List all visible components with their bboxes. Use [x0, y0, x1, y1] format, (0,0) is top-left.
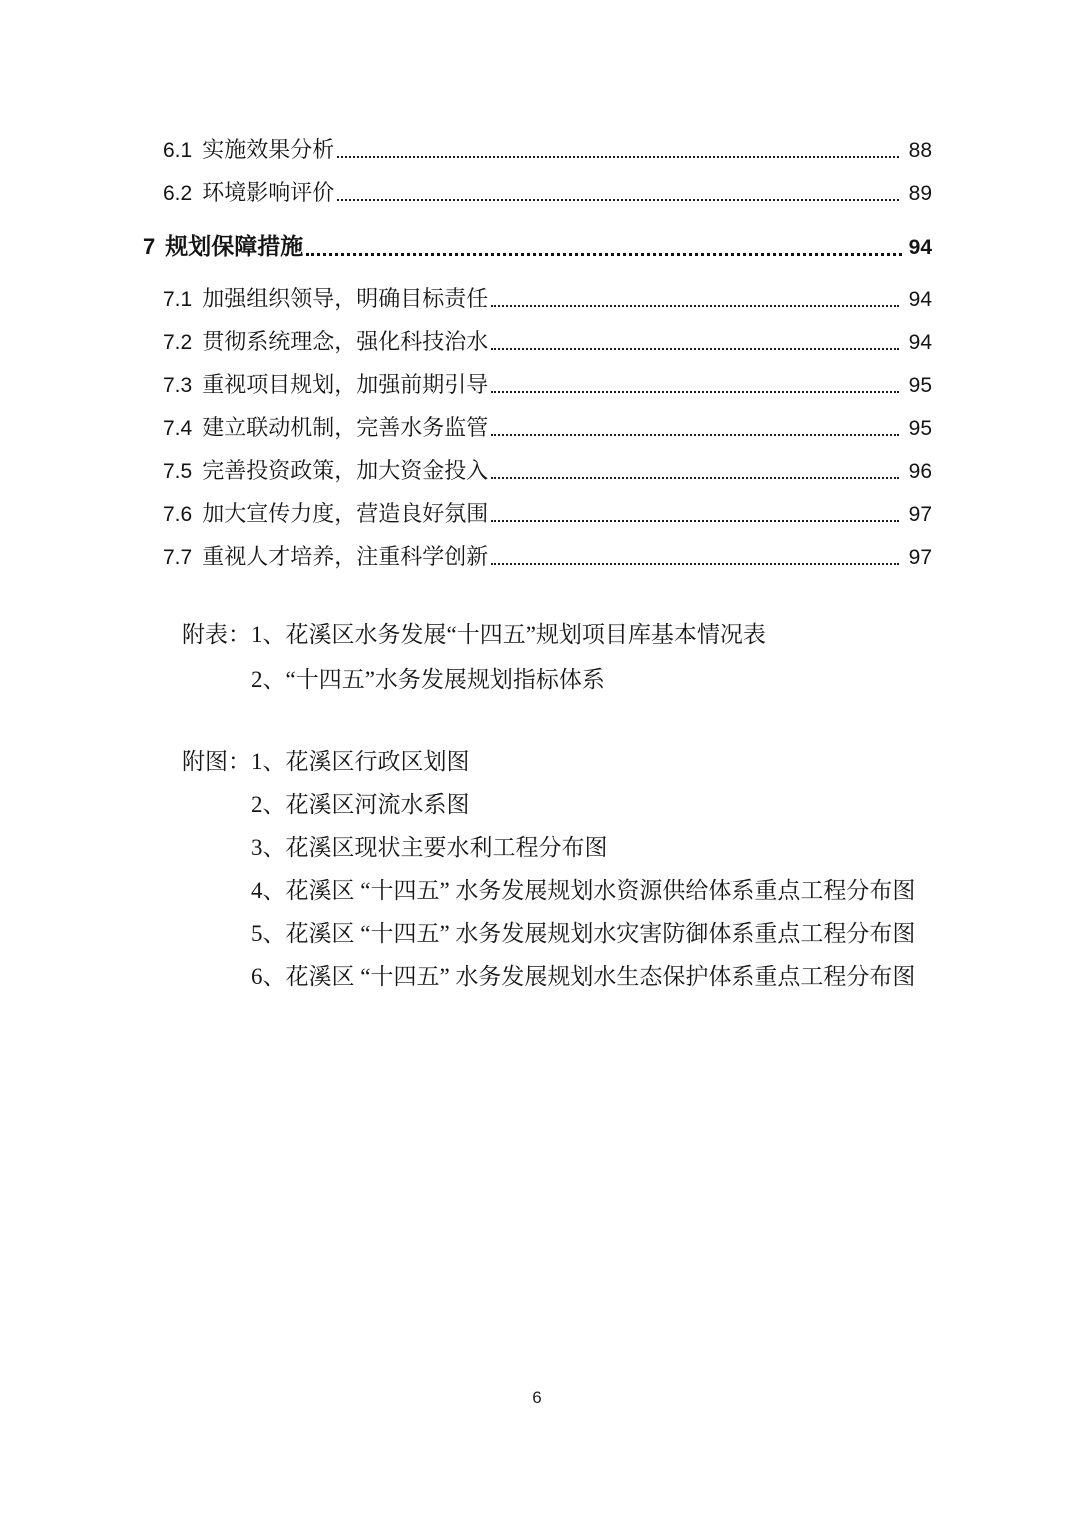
- toc-entry[interactable]: [143, 225, 932, 268]
- appendix-list-item: 5、花溪区 “十四五” 水务发展规划水灾害防御体系重点工程分布图: [251, 921, 916, 946]
- appendix-list-item: 3、花溪区现状主要水利工程分布图: [251, 835, 608, 860]
- toc-entry-title: 加大宣传力度，营造良好氛围: [202, 501, 489, 526]
- toc-entry-page: 89: [908, 182, 932, 205]
- toc-entry-number: 7.1: [163, 288, 193, 311]
- page-number-footer: 6: [532, 1388, 542, 1407]
- toc-entry-number: 7.2: [163, 331, 193, 354]
- toc-entry-number: 7.4: [163, 417, 193, 440]
- toc-leader-dots: [491, 305, 899, 307]
- toc-leader-dots: [491, 348, 899, 350]
- toc-entry-page: 94: [908, 331, 932, 354]
- toc-entry[interactable]: [143, 128, 932, 171]
- toc-entry-title: 完善投资政策，加大资金投入: [202, 458, 489, 483]
- toc-entry[interactable]: [143, 320, 932, 363]
- toc-entry-page: 94: [908, 288, 932, 311]
- toc-leader-dots: [491, 391, 899, 393]
- toc-entry-page: 97: [908, 503, 932, 526]
- toc-entry-title: 重视项目规划，加强前期引导: [202, 372, 489, 397]
- toc-leader-dots: [337, 156, 899, 158]
- appendix-tables-list: [251, 612, 766, 702]
- toc-entry[interactable]: [143, 535, 932, 578]
- toc-entry-title: 实施效果分析: [202, 137, 335, 162]
- toc-entry-number: 7.6: [163, 503, 193, 526]
- appendix-list-item: 1、花溪区水务发展“十四五”规划项目库基本情况表: [251, 622, 766, 647]
- appendix-tables-hang: [182, 612, 766, 702]
- toc-entry-title: 规划保障措施: [165, 234, 304, 259]
- toc-entry-page: 88: [908, 139, 932, 162]
- appendix-tables-label: 附表：: [182, 622, 251, 647]
- toc-entry-title: 重视人才培养，注重科学创新: [202, 544, 489, 569]
- toc-entry-page: 96: [908, 460, 932, 483]
- toc-entry-number: 6.1: [163, 139, 193, 162]
- toc-entry-title: 加强组织领导，明确目标责任: [202, 286, 489, 311]
- toc-entry-number: 7.5: [163, 460, 193, 483]
- toc-entry-page: 97: [908, 546, 932, 569]
- toc-entry-title: 贯彻系统理念，强化科技治水: [202, 329, 489, 354]
- toc-entry-title: 环境影响评价: [202, 180, 335, 205]
- toc-leader-dots: [491, 563, 899, 565]
- toc-entry-number: 7.7: [163, 546, 193, 569]
- toc-entry-number: 6.2: [163, 182, 193, 205]
- appendix-list-item: 1、花溪区行政区划图: [251, 749, 470, 774]
- appendix-figures-label: 附图：: [182, 749, 251, 774]
- toc-leader-dots: [491, 434, 899, 436]
- appendix-figures-list: [251, 740, 915, 998]
- toc-entry-page: 95: [908, 417, 932, 440]
- toc-leader-dots: [491, 477, 899, 479]
- appendix-list-item: 2、“十四五”水务发展规划指标体系: [251, 667, 605, 692]
- toc-entry-number: 7: [143, 234, 156, 259]
- toc-entry[interactable]: [143, 363, 932, 406]
- toc-leader-dots: [337, 199, 899, 201]
- toc-entry-page: 94: [908, 236, 932, 259]
- appendix-list-item: 4、花溪区 “十四五” 水务发展规划水资源供给体系重点工程分布图: [251, 878, 916, 903]
- toc-entry[interactable]: [143, 171, 932, 214]
- toc-entry[interactable]: [143, 277, 932, 320]
- toc-entry[interactable]: [143, 492, 932, 535]
- toc-leader-dots: [306, 253, 902, 256]
- appendix-figures-section: [182, 740, 915, 998]
- toc-entry[interactable]: [143, 406, 932, 449]
- table-of-contents: [143, 128, 932, 578]
- toc-entry-page: 95: [908, 374, 932, 397]
- appendix-list-item: 2、花溪区河流水系图: [251, 792, 470, 817]
- appendix-figures-hang: [182, 740, 915, 998]
- appendix-list-item: 6、花溪区 “十四五” 水务发展规划水生态保护体系重点工程分布图: [251, 964, 916, 989]
- toc-entry-number: 7.3: [163, 374, 193, 397]
- toc-entry-title: 建立联动机制，完善水务监管: [202, 415, 489, 440]
- toc-entry[interactable]: [143, 449, 932, 492]
- toc-leader-dots: [491, 520, 899, 522]
- appendix-tables-section: [182, 612, 766, 702]
